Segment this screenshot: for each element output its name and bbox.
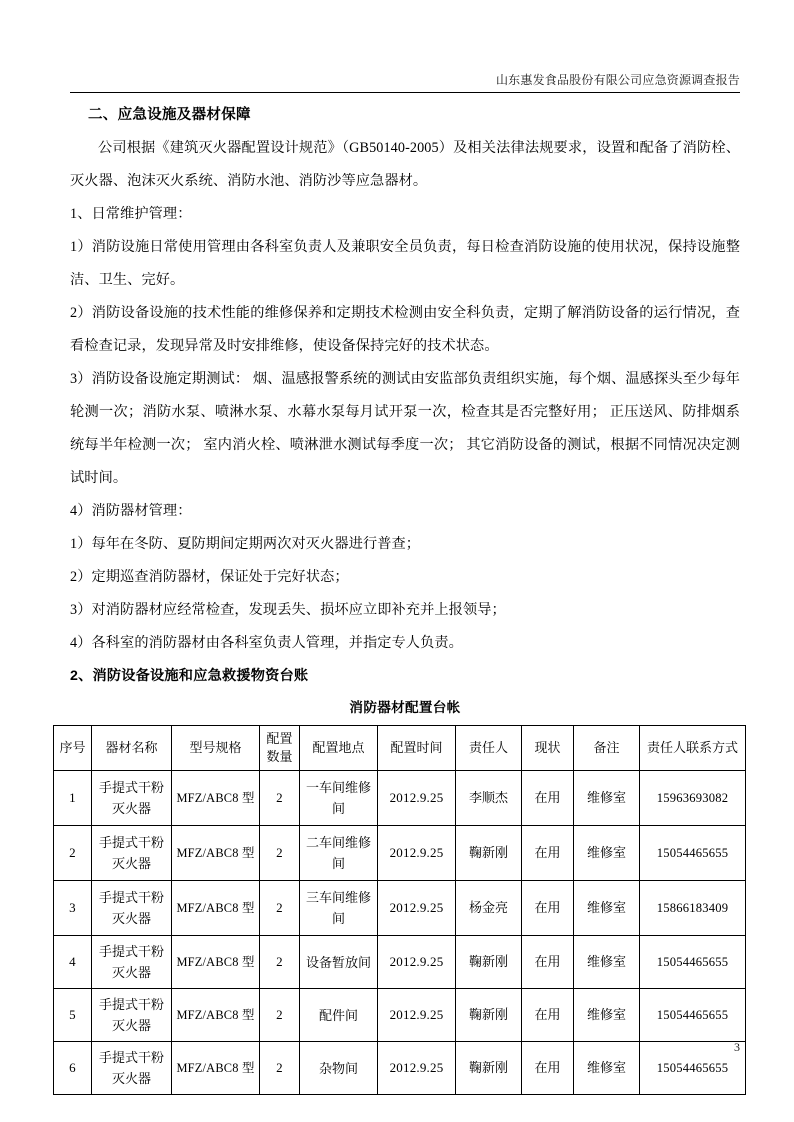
list-item-3: 3）消防设备设施定期测试： 烟、温感报警系统的测试由安监部负责组织实施，每个烟、温感探头至少每年轮测一次；消防水泵、喷淋水泵、水幕水泵每月试开泵一次，检查其是否完整好用； 正压送风、防排烟系统每半年检测一次； 室内消火栓、喷淋泄水测试每季度一次； 其它消防设备的测试，根据不同情况决定测试时间。 bbox=[70, 371, 740, 486]
cell-quantity: 2 bbox=[260, 826, 300, 881]
table-row bbox=[54, 881, 746, 936]
sub-list-item-4: 4）各科室的消防器材由各科室负责人管理，并指定专人负责。 bbox=[70, 635, 463, 651]
cell-remark: 维修室 bbox=[574, 989, 640, 1042]
table-row bbox=[54, 826, 746, 881]
cell-model: MFZ/ABC8 型 bbox=[172, 989, 260, 1042]
cell-date: 2012.9.25 bbox=[378, 1042, 456, 1095]
cell-name: 手提式干粉灭火器 bbox=[92, 1042, 172, 1095]
cell-quantity: 2 bbox=[260, 771, 300, 826]
table-header-row bbox=[54, 726, 746, 771]
cell-status: 在用 bbox=[522, 826, 574, 881]
subsection-1-heading: 1、日常维护管理： bbox=[70, 206, 192, 222]
cell-no: 6 bbox=[54, 1042, 92, 1095]
cell-model: MFZ/ABC8 型 bbox=[172, 1042, 260, 1095]
cell-model: MFZ/ABC8 型 bbox=[172, 936, 260, 989]
subsection-2-heading: 2、消防设备设施和应急救援物资台账 bbox=[70, 668, 309, 684]
cell-no: 5 bbox=[54, 989, 92, 1042]
col-header-name: 器材名称 bbox=[92, 726, 172, 771]
cell-date: 2012.9.25 bbox=[378, 881, 456, 936]
table-caption: 消防器材配置台帐 bbox=[349, 700, 461, 715]
list-item-2: 2）消防设备设施的技术性能的维修保养和定期技术检测由安全科负责，定期了解消防设备的运行情况，查 看检查记录，发现异常及时安排维修，使设备保持完好的技术状态。 bbox=[70, 305, 740, 354]
list-item-1: 1）消防设施日常使用管理由各科室负责人及兼职安全员负责，每日检查消防设施的使用状况，保持设施整 洁、卫生、完好。 bbox=[70, 239, 740, 288]
cell-no: 1 bbox=[54, 771, 92, 826]
table-row bbox=[54, 771, 746, 826]
col-header-quantity-line1: 配置 bbox=[266, 731, 293, 746]
cell-name: 手提式干粉灭火器 bbox=[92, 826, 172, 881]
sub-list-item-3: 3）对消防器材应经常检查，发现丢失、损坏应立即补充并上报领导； bbox=[70, 602, 506, 618]
col-header-no: 序号 bbox=[54, 726, 92, 771]
col-header-status: 现状 bbox=[522, 726, 574, 771]
cell-phone: 15054465655 bbox=[640, 936, 746, 989]
col-header-date: 配置时间 bbox=[378, 726, 456, 771]
cell-no: 4 bbox=[54, 936, 92, 989]
col-header-remark: 备注 bbox=[574, 726, 640, 771]
cell-date: 2012.9.25 bbox=[378, 826, 456, 881]
cell-date: 2012.9.25 bbox=[378, 989, 456, 1042]
cell-person: 杨金亮 bbox=[456, 881, 522, 936]
cell-location: 设备暂放间 bbox=[300, 936, 378, 989]
cell-person: 鞠新刚 bbox=[456, 826, 522, 881]
cell-person: 鞠新刚 bbox=[456, 989, 522, 1042]
cell-person: 鞠新刚 bbox=[456, 936, 522, 989]
cell-remark: 维修室 bbox=[574, 936, 640, 989]
cell-name: 手提式干粉灭火器 bbox=[92, 771, 172, 826]
cell-phone: 15866183409 bbox=[640, 881, 746, 936]
cell-phone: 15963693082 bbox=[640, 771, 746, 826]
cell-quantity: 2 bbox=[260, 989, 300, 1042]
cell-location: 三车间维修间 bbox=[300, 881, 378, 936]
page-number: 3 bbox=[734, 1040, 740, 1054]
cell-status: 在用 bbox=[522, 771, 574, 826]
cell-person: 鞠新刚 bbox=[456, 1042, 522, 1095]
cell-quantity: 2 bbox=[260, 936, 300, 989]
header-divider-rule bbox=[70, 92, 740, 93]
cell-remark: 维修室 bbox=[574, 881, 640, 936]
cell-name: 手提式干粉灭火器 bbox=[92, 936, 172, 989]
list-item-4: 4）消防器材管理： bbox=[70, 503, 192, 519]
cell-name: 手提式干粉灭火器 bbox=[92, 881, 172, 936]
document-body bbox=[59, 100, 740, 1095]
cell-no: 2 bbox=[54, 826, 92, 881]
col-header-person: 责任人 bbox=[456, 726, 522, 771]
cell-quantity: 2 bbox=[260, 881, 300, 936]
cell-no: 3 bbox=[54, 881, 92, 936]
cell-model: MFZ/ABC8 型 bbox=[172, 881, 260, 936]
cell-model: MFZ/ABC8 型 bbox=[172, 826, 260, 881]
col-header-location: 配置地点 bbox=[300, 726, 378, 771]
cell-phone: 15054465655 bbox=[640, 826, 746, 881]
cell-location: 二车间维修间 bbox=[300, 826, 378, 881]
cell-person: 李顺杰 bbox=[456, 771, 522, 826]
cell-location: 一车间维修间 bbox=[300, 771, 378, 826]
section-intro-paragraph: 公司根据《建筑灭火器配置设计规范》（GB50140-2005）及相关法律法规要求，设置和配备了消防栓、 灭火器、泡沫灭火系统、消防水池、消防沙等应急器材。 bbox=[70, 140, 740, 189]
cell-phone: 15054465655 bbox=[640, 1042, 746, 1095]
cell-date: 2012.9.25 bbox=[378, 771, 456, 826]
col-header-quantity bbox=[260, 726, 300, 771]
cell-status: 在用 bbox=[522, 936, 574, 989]
cell-remark: 维修室 bbox=[574, 771, 640, 826]
cell-name: 手提式干粉灭火器 bbox=[92, 989, 172, 1042]
running-header-title: 山东惠发食品股份有限公司应急资源调查报告 bbox=[495, 73, 740, 87]
col-header-model: 型号规格 bbox=[172, 726, 260, 771]
cell-remark: 维修室 bbox=[574, 826, 640, 881]
sub-list-item-2: 2）定期巡查消防器材，保证处于完好状态； bbox=[70, 569, 349, 585]
table-row bbox=[54, 1042, 746, 1095]
cell-status: 在用 bbox=[522, 1042, 574, 1095]
table-body bbox=[54, 771, 746, 1095]
col-header-phone: 责任人联系方式 bbox=[640, 726, 746, 771]
cell-date: 2012.9.25 bbox=[378, 936, 456, 989]
cell-phone: 15054465655 bbox=[640, 989, 746, 1042]
section-heading-2: 二、应急设施及器材保障 bbox=[88, 107, 251, 123]
table-row bbox=[54, 936, 746, 989]
table-row bbox=[54, 989, 746, 1042]
cell-status: 在用 bbox=[522, 989, 574, 1042]
cell-status: 在用 bbox=[522, 881, 574, 936]
col-header-quantity-line2: 数量 bbox=[266, 749, 293, 764]
cell-location: 杂物间 bbox=[300, 1042, 378, 1095]
cell-quantity: 2 bbox=[260, 1042, 300, 1095]
cell-model: MFZ/ABC8 型 bbox=[172, 771, 260, 826]
fire-equipment-ledger-table bbox=[53, 725, 746, 1095]
sub-list-item-1: 1）每年在冬防、夏防期间定期两次对灭火器进行普查； bbox=[70, 536, 421, 552]
cell-location: 配件间 bbox=[300, 989, 378, 1042]
cell-remark: 维修室 bbox=[574, 1042, 640, 1095]
